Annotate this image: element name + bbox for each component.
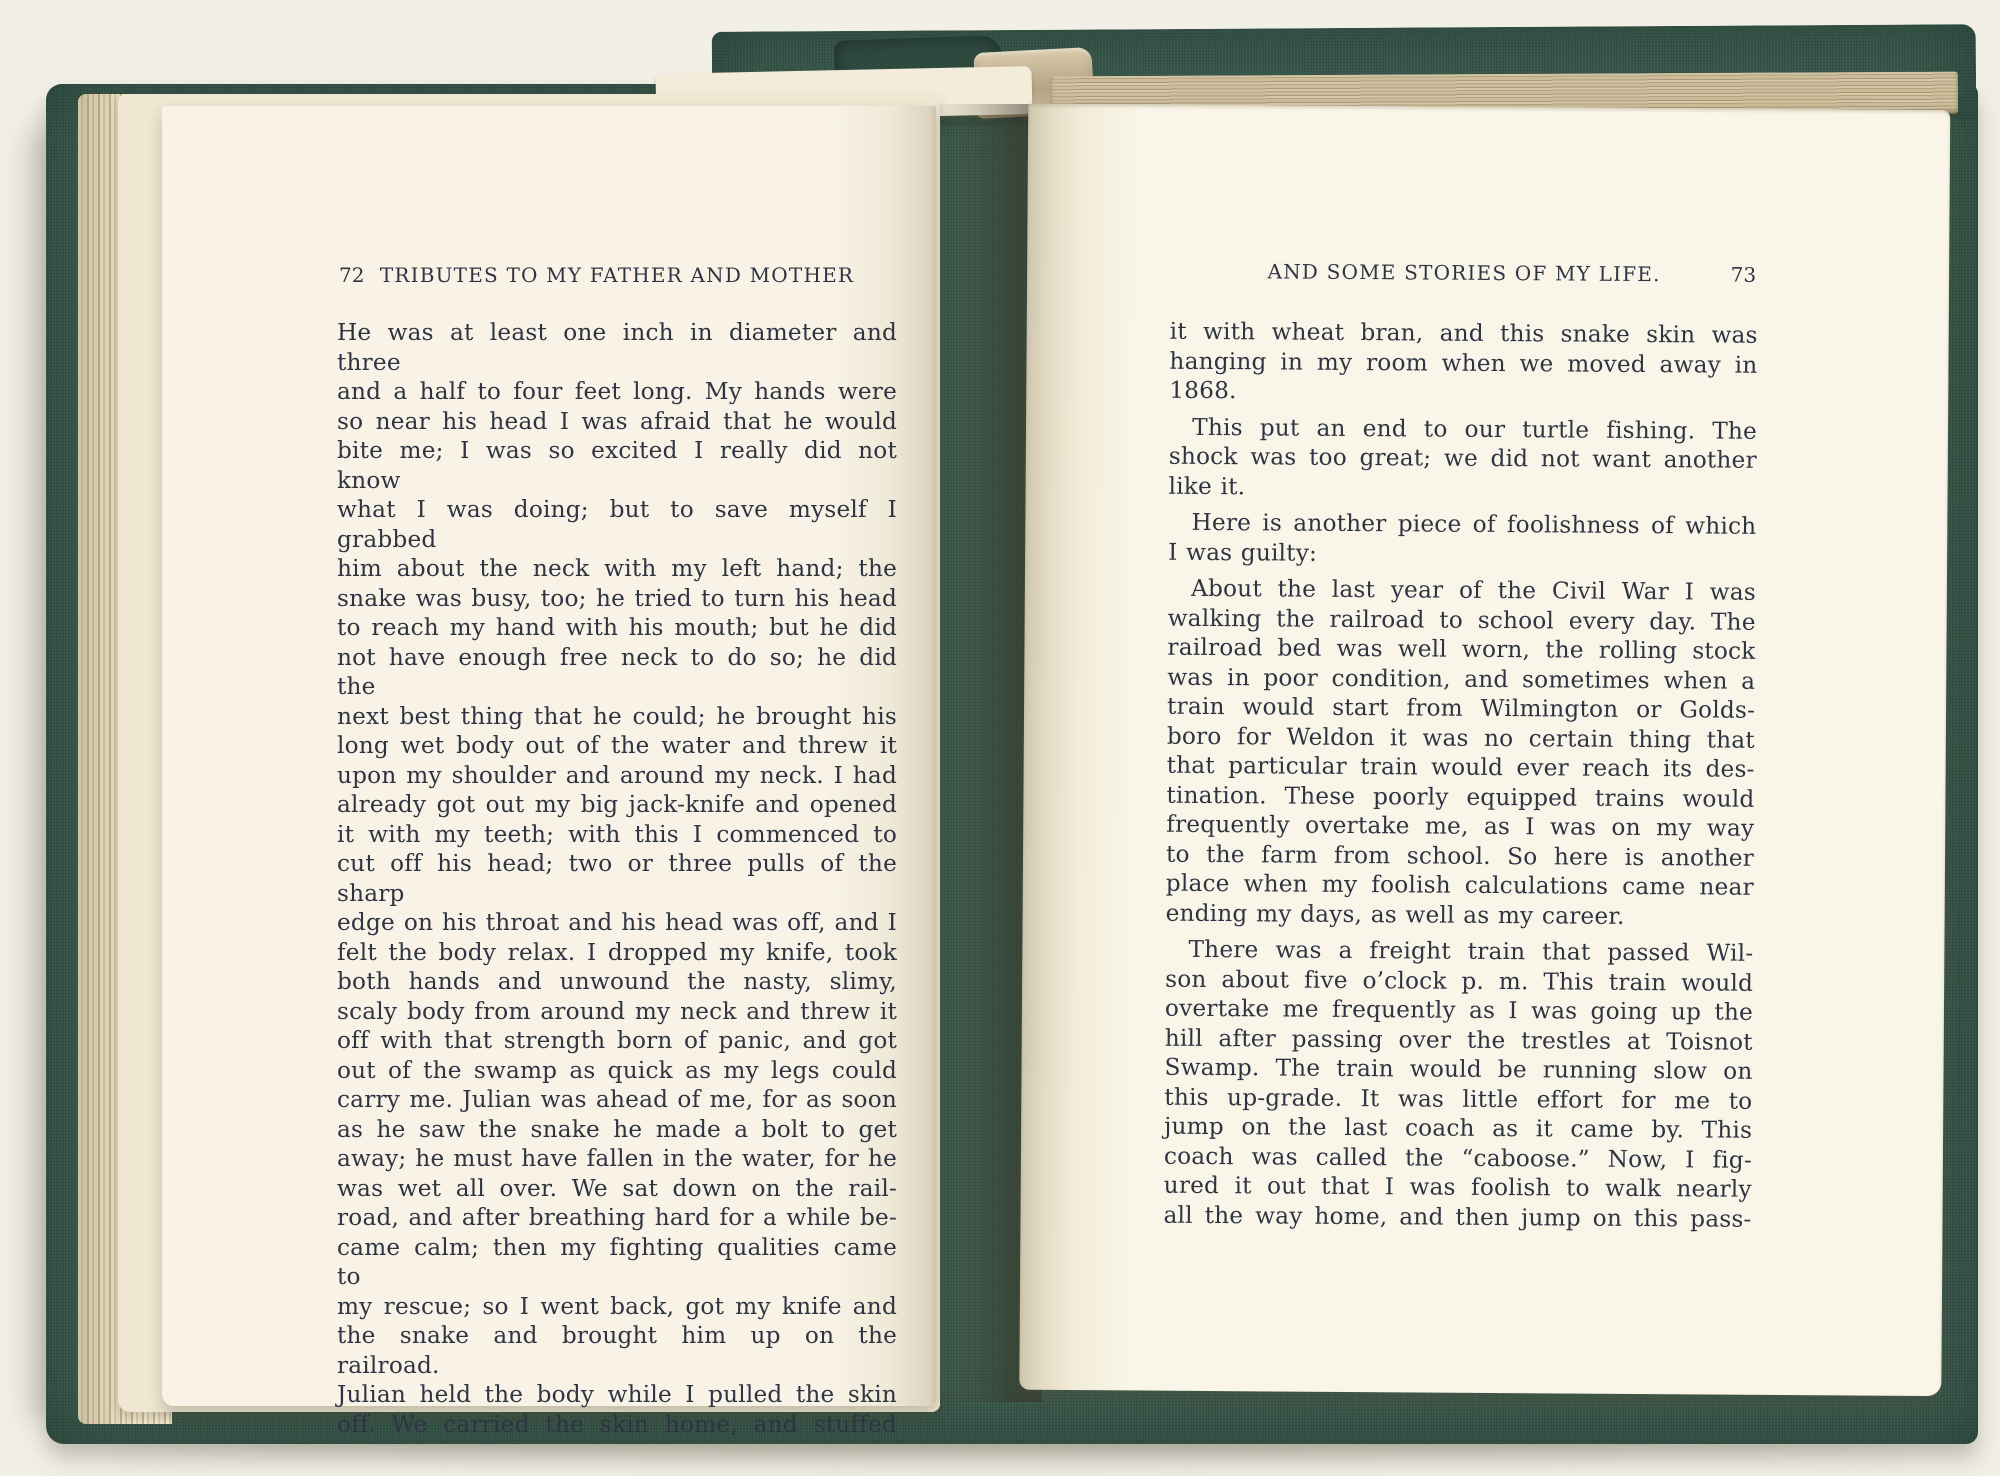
left-body-text xyxy=(337,318,897,1439)
text-line: Julian held the body while I pulled the skin xyxy=(337,1381,897,1408)
text-line: carry me. Julian was ahead of me, for as soon xyxy=(337,1086,897,1113)
text-line: off with that strength born of panic, and got xyxy=(337,1027,897,1054)
right-running-header xyxy=(1170,259,1758,293)
right-page xyxy=(1019,104,1950,1396)
text-line: There was a freight train that passed Wil- xyxy=(1188,935,1754,967)
text-line: next best thing that he could; he brought his xyxy=(337,702,897,730)
text-line: I was guilty: xyxy=(1168,538,1318,567)
text-line: as he saw the snake he made a bolt to get xyxy=(337,1115,897,1143)
text-line: out of the swamp as quick as my legs could xyxy=(337,1056,897,1084)
text-line: cut off his head; two or three pulls of the sharp xyxy=(337,850,897,907)
text-line: overtake me frequently as I was going up the xyxy=(1164,994,1754,1026)
text-line: 1868. xyxy=(1169,376,1237,405)
left-page xyxy=(162,106,936,1438)
text-line: like it. xyxy=(1168,472,1246,500)
text-line: He was at least one inch in diameter and three xyxy=(337,319,897,376)
text-line: scaly body from around my neck and threw it xyxy=(337,997,897,1025)
left-header-title: TRIBUTES TO MY FATHER AND MOTHER xyxy=(379,263,855,287)
text-line: jump on the last coach as it came by. This xyxy=(1164,1112,1753,1144)
text-line: this up-grade. It was little effort for me to xyxy=(1164,1083,1753,1115)
text-line: it with my teeth; with this I commenced to xyxy=(337,820,897,848)
text-line: the snake and brought him up on the railroad. xyxy=(337,1322,897,1379)
text-line: that particular train would ever reach its des- xyxy=(1166,751,1755,783)
text-line: walking the railroad to school every day. The xyxy=(1167,604,1756,636)
text-line: came calm; then my fighting qualities came to xyxy=(337,1233,897,1290)
text-line: all the way home, and then jump on this pass- xyxy=(1163,1201,1752,1233)
text-line: hanging in my room when we moved away in xyxy=(1169,347,1758,379)
left-page-number: 72 xyxy=(339,263,365,287)
left-running-header xyxy=(337,263,897,293)
text-line: felt the body relax. I dropped my knife, took xyxy=(337,938,897,966)
text-line: railroad bed was well worn, the rolling stock xyxy=(1167,633,1756,665)
text-line: was in poor condition, and sometimes when a xyxy=(1167,663,1756,695)
text-line: coach was called the “caboose.” Now, I fig- xyxy=(1163,1142,1753,1174)
paragraph xyxy=(1166,574,1756,932)
text-line: away; he must have fallen in the water, for he xyxy=(337,1145,897,1172)
text-line: Swamp. The train would be running slow on xyxy=(1164,1053,1753,1085)
text-line: him about the neck with my left hand; the xyxy=(337,555,897,582)
text-line: frequently overtake me, as I was on my way xyxy=(1166,810,1755,842)
text-line: what I was doing; but to save myself I grabbed xyxy=(337,496,897,553)
text-line: boro for Weldon it was no certain thing that xyxy=(1166,722,1755,754)
text-line: upon my shoulder and around my neck. I had xyxy=(337,761,897,789)
text-line: bite me; I was so excited I really did not know xyxy=(337,437,897,494)
text-line: About the last year of the Civil War I was xyxy=(1190,574,1756,606)
text-line: son about five o’clock p. m. This train would xyxy=(1165,965,1754,997)
text-line: and a half to four feet long. My hands were xyxy=(337,378,897,405)
text-line: to reach my hand with his mouth; but he did xyxy=(337,614,897,641)
text-line: my rescue; so I went back, got my knife and xyxy=(337,1292,897,1320)
right-page-number: 73 xyxy=(1730,262,1757,287)
text-line: place when my foolish calculations came near xyxy=(1165,869,1754,901)
paragraph xyxy=(1169,412,1758,505)
text-line: so near his head I was afraid that he would xyxy=(337,407,897,435)
text-line: both hands and unwound the nasty, slimy, xyxy=(337,968,897,995)
text-line: train would start from Wilmington or Golds- xyxy=(1166,692,1756,724)
text-line: already got out my big jack-knife and opened xyxy=(337,791,897,818)
text-line: hill after passing over the trestles at Toisnot xyxy=(1164,1024,1753,1056)
paragraph xyxy=(1169,317,1758,410)
text-line: edge on his throat and his head was off, and I xyxy=(337,909,897,936)
text-line: not have enough free neck to do so; he did the xyxy=(337,643,897,700)
text-line: long wet body out of the water and threw it xyxy=(337,732,897,759)
right-body-text xyxy=(1163,317,1757,1234)
paragraph xyxy=(337,318,897,1439)
text-line: ending my days, as well as my career. xyxy=(1165,899,1625,930)
text-line: was wet all over. We sat down on the rail- xyxy=(337,1174,897,1202)
text-line: tination. These poorly equipped trains would xyxy=(1166,781,1755,813)
right-header-title: AND SOME STORIES OF MY LIFE. xyxy=(1267,259,1661,287)
paragraph xyxy=(1163,935,1753,1234)
paragraph xyxy=(1168,508,1756,571)
text-line: to the farm from school. So here is another xyxy=(1165,840,1755,872)
text-line: This put an end to our turtle fishing. The xyxy=(1192,413,1758,445)
text-line: Here is another piece of foolishness of which xyxy=(1191,508,1757,540)
text-line: snake was busy, too; he tried to turn his head xyxy=(337,584,897,612)
text-line: it with wheat bran, and this snake skin was xyxy=(1169,317,1758,349)
text-line: road, and after breathing hard for a while be- xyxy=(337,1204,897,1231)
text-line: ured it out that I was foolish to walk nearly xyxy=(1163,1171,1752,1203)
text-line: off. We carried the skin home, and stuffed xyxy=(337,1410,897,1438)
text-line: shock was too great; we did not want another xyxy=(1168,442,1757,474)
